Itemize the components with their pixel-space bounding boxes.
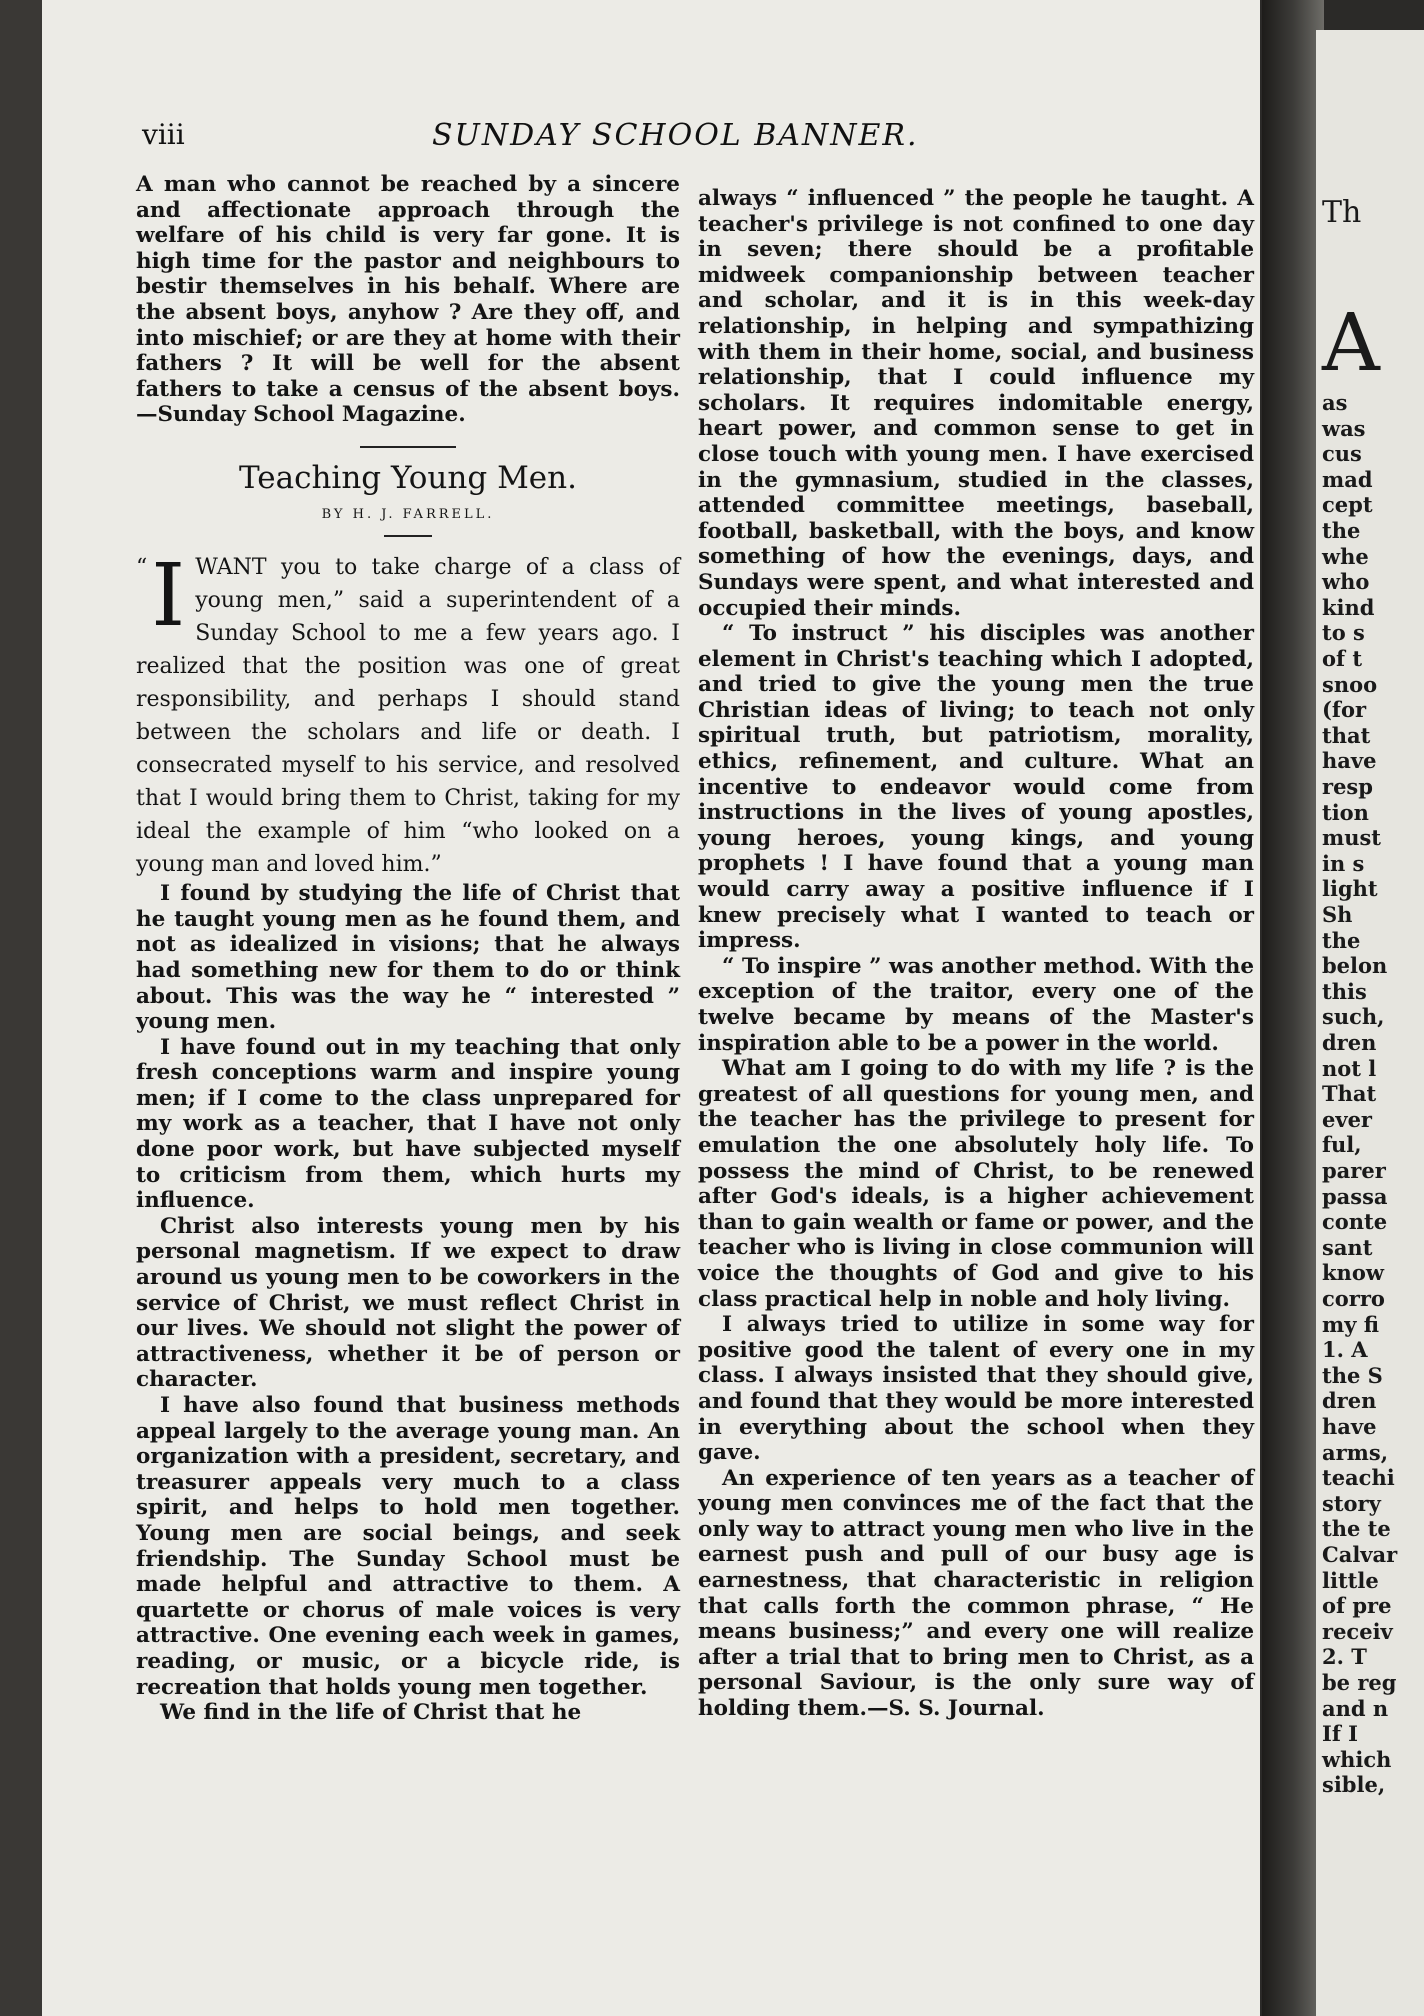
next-page-line: that	[1322, 722, 1371, 748]
left-paragraph: I have found out in my teaching that only fresh conceptions warm and inspire young men; if I come to the class unprepared for my work as a teacher, that I have not only done poor work, but have subjected myself to criticism from them, which hurts my influence.	[136, 1034, 680, 1214]
next-page-line: have	[1322, 748, 1377, 774]
next-page-line: which	[1322, 1746, 1392, 1772]
next-page-line: snoo	[1322, 671, 1378, 697]
next-page-line: this	[1322, 978, 1367, 1004]
left-paragraph: I found by studying the life of Christ that he taught young men as he found them, and not as idealized in visions; that he always had something new for them to do or think about. This was the way he “ interested ” young men.	[136, 881, 680, 1035]
right-paragraph: I always tried to utilize in some way for positive good the talent of every one in my class. I always insisted that they should give, and found that they would be more interested in everything about the school when they gave.	[698, 1312, 1254, 1466]
book-gutter	[1262, 0, 1324, 2016]
journal-title: SUNDAY SCHOOL BANNER.	[432, 118, 919, 153]
next-page-line: who	[1322, 569, 1370, 595]
next-page-line: cus	[1322, 441, 1362, 467]
left-paragraph: Christ also interests young men by his personal magnetism. If we expect to draw around us young men to be coworkers in the service of Christ, we must reflect Christ in our lives. We should not slight the power of attractiveness, whether it be of person or character.	[136, 1213, 680, 1393]
next-page-line: story	[1322, 1490, 1381, 1516]
next-page-fragment	[1316, 30, 1424, 2016]
next-page-line: mad	[1322, 466, 1373, 492]
next-page-line: If I	[1322, 1721, 1358, 1747]
next-page-line: whe	[1322, 543, 1369, 569]
next-page-line: as	[1322, 390, 1348, 415]
next-page-line: That	[1322, 1081, 1377, 1107]
next-page-line: and n	[1322, 1695, 1389, 1721]
left-paragraph: We find in the life of Christ that he	[160, 1700, 582, 1726]
next-page-line: 1. A	[1322, 1337, 1368, 1363]
magazine-page	[42, 0, 1260, 2016]
lead-paragraph	[136, 546, 680, 881]
next-page-line: corro	[1322, 1286, 1385, 1311]
left-paragraphs	[136, 881, 680, 1726]
next-page-line: conte	[1322, 1209, 1388, 1235]
intro-paragraph: A man who cannot be reached by a sincere and affectionate approach through the welfare of his child is very far gone. It is high time for the pastor and neighbours to bestir themselves in his behalf. Where are the absent boys, anyhow ? Are they off, and into mischief; or are they at home with their fathers ? It will be well for the absent fathers to take a census of the absent boys.—Sunday School Magazine.	[136, 172, 680, 428]
next-page-line: ever	[1322, 1106, 1372, 1132]
next-page-line: ful,	[1322, 1132, 1362, 1158]
next-page-line: belon	[1322, 953, 1388, 979]
next-page-line: of pre	[1322, 1593, 1392, 1619]
right-paragraph: “ To inspire ” was another method. With the exception of the traitor, every one of the twelve became by means of the Master's inspiration able to be a power in the world.	[698, 953, 1254, 1056]
open-quote: “	[136, 555, 148, 581]
left-paragraph: I have also found that business methods appeal largely to the average young man. An organization with a president, secretary, and treasurer appeals very much to a class spirit, and helps to hold men together. Young men are social beings, and seek friendship. The Sunday School must be made helpful and attractive to them. A quartette or chorus of male voices is very attractive. One evening each week in games, reading, or music, or a bicycle ride, is recreation that holds young men together.	[136, 1393, 680, 1700]
next-page-line: Calvar	[1322, 1542, 1398, 1567]
article-byline: BY H. J. FARRELL.	[321, 506, 495, 522]
byline-rule	[384, 535, 432, 537]
next-page-line: such,	[1322, 1004, 1385, 1030]
next-page-line: be reg	[1322, 1670, 1397, 1695]
next-page-line: receiv	[1322, 1618, 1393, 1644]
next-page-line: sible,	[1322, 1772, 1386, 1798]
next-page-line: was	[1322, 415, 1366, 441]
next-page-line: tion	[1322, 799, 1369, 825]
next-page-line: little	[1322, 1567, 1379, 1593]
next-page-line: know	[1322, 1260, 1384, 1286]
next-page-line: kind	[1322, 594, 1375, 620]
next-page-line: (for	[1322, 697, 1367, 723]
right-paragraph: An experience of ten years as a teacher of young men convinces me of the fact that the only way to attract young men who live in the earnest push and pull of our busy age is earnestness, that characteristic in religion that calls forth the common phrase, “ He means business;” and every one will realize after a trial that to bring men to Christ, as a personal Saviour, is the only sure way of holding them.—S. S. Journal.	[698, 1465, 1254, 1722]
next-page-heading: Th	[1322, 195, 1362, 230]
next-page-line: arms,	[1322, 1439, 1389, 1465]
lead-text: WANT you to take charge of a class of young men,” said a superintendent of a Sunday School to me a few years ago. I realized that the position was one of great responsibility, and perhaps I should stand between the scholars and life or death. I consecrated myself to his service, and resolved that I would bring them to Christ, taking for my ideal the example of him “who looked on a young man and loved him.”	[136, 555, 680, 878]
next-page-line: dren	[1322, 1388, 1377, 1414]
section-divider	[360, 446, 456, 448]
next-page-line: my fi	[1322, 1311, 1380, 1337]
next-page-line: teachi	[1322, 1465, 1395, 1491]
next-page-line: parer	[1322, 1158, 1386, 1183]
left-column	[136, 172, 680, 1726]
right-paragraph: What am I going to do with my life ? is the greatest of all questions for young men, and the teacher has the privilege to present for emulation the one absolutely holy life. To possess the mind of Christ, to be renewed after God's ideals, is a higher achievement than to gain wealth or fame or power, and the teacher who is living in close communion will voice the thoughts of God and give to his class practical help in noble and holy living.	[698, 1056, 1254, 1312]
next-page-line: the	[1322, 518, 1361, 543]
running-head	[142, 118, 1172, 168]
right-paragraph: always “ influenced ” the people he taught. A teacher's privilege is not confined to one day in seven; there should be a profitable midweek companionship between teacher and scholar, and it is in this week-day relationship, in helping and sympathizing with them in their home, social, and business relationship, that I could influence my scholars. It requires indomitable energy, heart power, and common sense to get in close touch with young men. I have exercised in the gymnasium, studied in the classes, attended committee meetings, baseball, football, basketball, with the boys, and know something of how the evenings, days, and Sundays were spent, and what interested and occupied their minds.	[698, 186, 1254, 621]
next-page-line: cept	[1322, 492, 1373, 518]
next-page-line: to s	[1322, 620, 1365, 646]
next-page-drop-cap: A	[1322, 296, 1380, 389]
next-page-line: passa	[1322, 1183, 1388, 1209]
page-number: viii	[142, 118, 185, 151]
next-page-line: have	[1322, 1414, 1377, 1439]
right-column	[698, 186, 1254, 1722]
next-page-line: sant	[1322, 1234, 1373, 1260]
next-page-line: not l	[1322, 1055, 1377, 1081]
next-page-line: dren	[1322, 1030, 1377, 1055]
right-paragraph: “ To instruct ” his disciples was another element in Christ's teaching which I adopted, and tried to give the young men the true Christian ideas of living; to teach not only spiritual truth, but patriotism, morality, ethics, refinement, and culture. What an incentive to endeavor would come from instructions in the lives of young apostles, young heroes, young kings, and young prophets ! I have found that a young man would carry away a positive influence if I knew precisely what I wanted to teach or impress.	[698, 621, 1254, 954]
next-page-line: 2. T	[1322, 1644, 1367, 1670]
next-page-line: the S	[1322, 1362, 1383, 1388]
article-title: Teaching Young Men.	[239, 459, 577, 496]
next-page-line: light	[1322, 876, 1378, 902]
next-page-line: resp	[1322, 774, 1373, 799]
previous-page-edge	[0, 0, 42, 2016]
next-page-line: Sh	[1322, 902, 1353, 927]
right-paragraphs	[698, 186, 1254, 1722]
drop-cap: I	[151, 546, 186, 647]
next-page-line: the	[1322, 927, 1361, 953]
next-page-line: in s	[1322, 850, 1365, 876]
next-page-line: of t	[1322, 646, 1363, 671]
next-page-line: the te	[1322, 1516, 1391, 1542]
next-page-line: must	[1322, 825, 1382, 851]
